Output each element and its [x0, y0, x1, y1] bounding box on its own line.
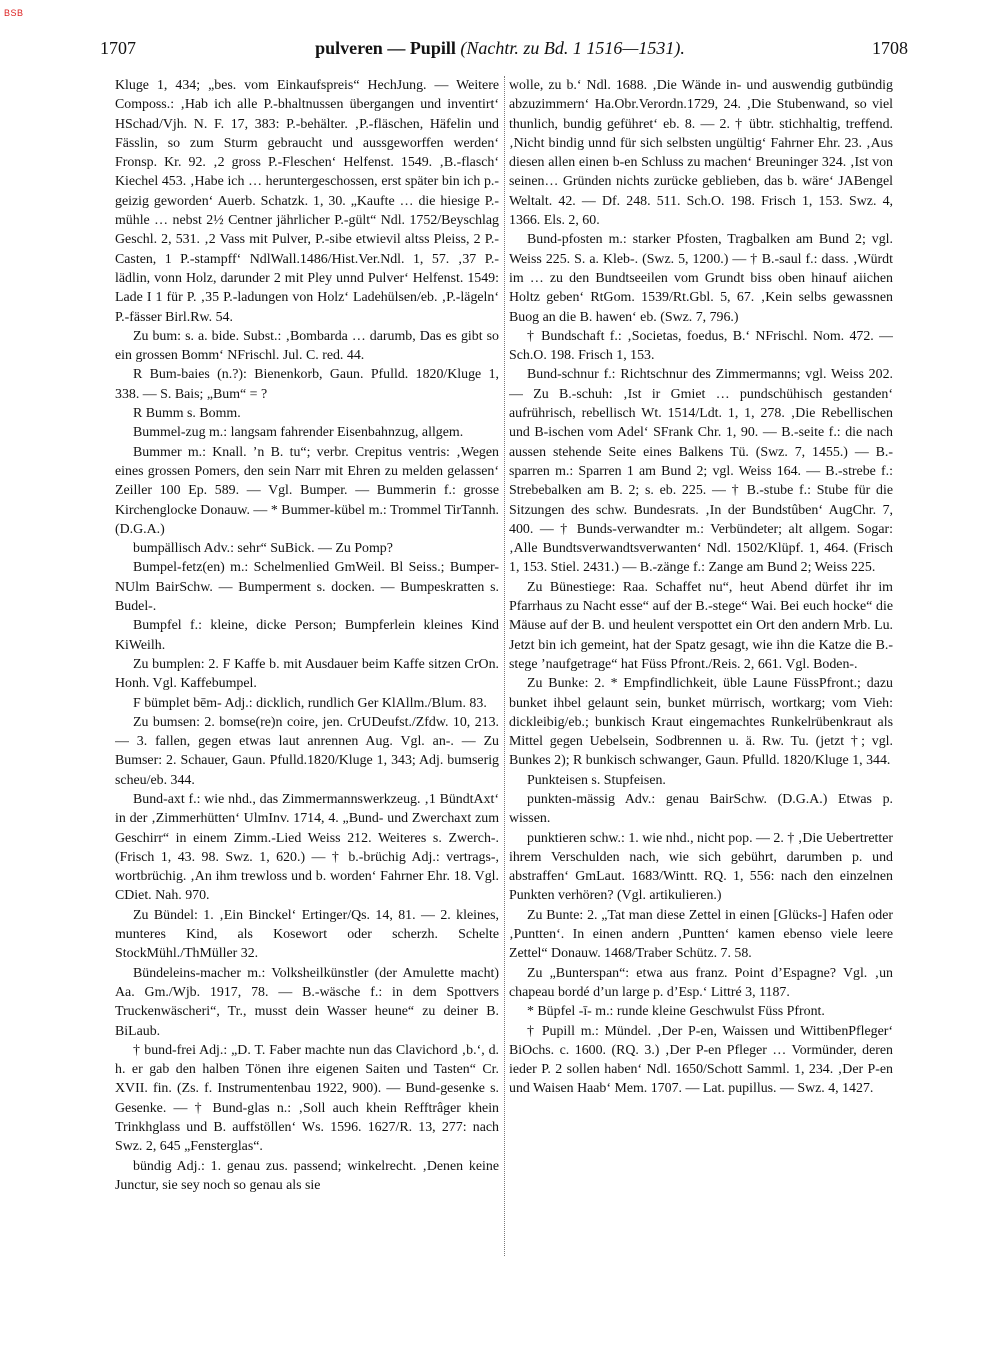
entry-paragraph: F bümplet bēm- Adj.: dicklich, rundlich Ger KlAllm./Blum. 83.	[133, 695, 487, 711]
entry-paragraph: Punkteisen s. Stupfeisen.	[527, 772, 666, 788]
entry-paragraph: R Bum-baies (n.?): Bienenkorb, Gaun. Pfulld. 1820/Kluge 1, 338. — S. Bais; „Bum“ = ?	[115, 367, 499, 402]
entry-paragraph: punktieren schw.: 1. wie nhd., nicht pop. — 2. † ‚Die Uebertretter ihrem Verschulden nach, wie sich gebührt, darumben p. und abstraffen‘ GmLaut. 1683/Wintt. RQ. 1, 556: nach den einzelnen Punkten verhören? (Vgl. artikulieren.)	[509, 830, 893, 904]
left-column	[115, 76, 499, 1336]
entry-paragraph: R Bumm s. Bomm.	[133, 406, 241, 422]
entry-paragraph: punkten-mässig Adv.: genau BairSchw. (D.G.A.) Etwas p. wissen.	[509, 791, 893, 827]
column-divider	[504, 76, 505, 1256]
entry-paragraph: Zu Bunke: 2. * Empfindlichkeit, üble Laune FüssPfront.; dazu bunket ihbel gelaunt sein, bunket mürrisch, wortkarg; vom Vieh: dickleibig/eb.; bunkisch Kraut eingemachtes Runkelrübenkraut als Mittel gegen Uebelsein, Sodbrennen u. ä. Rw. Tu. (jetzt †; vgl. Bunkes 2); R bunkisch schwanger, Gaun. Pfulld. 1820/Kluge 1, 344.	[509, 676, 893, 769]
entry-paragraph: Bummer m.: Knall. ’n B. tu“; verbr. Crepitus ventris: ‚Wegen eines grossen Pomers, den sein Narr mit Ehren zu melden gelassen‘ Zeiller 100 Ep. 589. — Vgl. Bumper. — Bummerin f.: grosse Kirchenglocke Donauw. — * Bummer-kübel m.: Trommel TirTannh. (D.G.A.)	[115, 444, 499, 537]
entry-paragraph: Zu Bündel: 1. ‚Ein Binckel‘ Ertinger/Qs. 14, 81. — 2. kleines, munteres Kind, als Kosewort oder scherzh. Schelte StockMühl./ThMüller 32.	[115, 907, 499, 962]
entry-paragraph: Kluge 1, 434; „bes. vom Einkaufspreis“ HechJung. — Weitere Composs.: ‚Hab ich alle P.-bhaltnussen übergangen und inventirt‘ HSchad/Vjh. N. F. 17, 383: P.-behälter. ‚P.-fläschen, Häfelin und Fässlin, so zum Sturm gebraucht und aussgeworffen werden‘ Fronsp. Kr. 92. ‚2 gross P.-Fleschen‘ Helfenst. 1549. ‚B.-flasch‘ Kiechel 453. ‚Habe ich … heruntergeschossen, erst später bin ich p.-geizig geworden‘ Auerb. Schatzk. 1, 30. „Kaufte … die hiesige P.-mühle … nebst 2½ Centner jährlicher P.-gült“ Ndl. 1752/Beyschlag Geschl. 2, 531. ‚2 Vass mit Pulver, P.-sibe etwievil altss Pleiss, 2 P.-Casten, 1 P.-stampff‘ NdlWall.1486/Hist.Ver.Ndl. 1, 57. ‚37 P.-lädlin, vonn Holz, darunder 2 mit Pley unnd Pulver‘ Helfenst. 1549: Lade I 1 für P. ‚35 P.-ladungen von Holz‘ Ladehülsen/eb. ‚P.-lägeln‘ P.-fässer Birl.Rw. 54.	[115, 78, 499, 325]
entry-paragraph: Bündeleins-macher m.: Volksheilkünstler (der Amulette macht) Aa. Gm./Wjb. 1917, 78. — B.-wäsche f.: in dem Spottvers Truckenwäscheri“, Tr., musst dein Wasser heune“ zu deiner B. BiLaub.	[115, 965, 499, 1039]
entry-paragraph: Zu „Bunterspan“: etwa aus franz. Point d’Espagne? Vgl. ‚un chapeau bordé d’un large p. d’Esp.‘ Littré 3, 1187.	[509, 965, 893, 1000]
entry-paragraph: bumpällisch Adv.: sehr“ SuBick. — Zu Pomp?	[133, 541, 393, 557]
entry-paragraph: Zu bum: s. a. bide. Subst.: ‚Bombarda … darumb, Das es gibt so ein grossen Bomm‘ NFrischl. Jul. C. red. 44.	[115, 328, 499, 364]
entry-paragraph: Zu bumplen: 2. F Kaffe b. mit Ausdauer beim Kaffe sitzen CrOn. Honh. Vgl. Kaffebumpel.	[115, 656, 499, 692]
entry-paragraph: Zu Bunte: 2. „Tat man diese Zettel in einen [Glücks-] Hafen oder ‚Puntten‘. In einen andern ‚Puntten‘ kamen ebenso viele leere Zettel“ Donauw. 1468/Traber Schütz. 7. 58.	[509, 907, 893, 962]
entry-paragraph: Bumpfel f.: kleine, dicke Person; Bumpferlein kleines Kind KiWeilh.	[115, 618, 499, 653]
entry-paragraph: Bumpel-fetz(en) m.: Schelmenlied GmWeil. Bl Seiss.; Bumper- NUlm BairSchw. — Bumperment s. docken. — Bumpeskratten s. Budel-.	[115, 560, 499, 615]
page-number-left: 1707	[100, 38, 136, 58]
entry-paragraph: wolle, zu b.‘ Ndl. 1688. ‚Die Wände in- und auswendig gutbündig abzuzimmern‘ Ha.Obr.Verordn.1729, 24. ‚Die Stubenwand, so viel thunlich, bundig geführet‘ eb. 8. — 2. † übtr. stichhaltig, treffend. ‚Nicht bindig unnd für sich selbsten ungültig‘ Fahrner Ehr. 23. ‚Aus diesen allen einen b-en Schluss zu machen‘ Breuninger 324. ‚Ist von seinen… Gründen nichts zurücke geblieben, das b. wäre‘ JABengel Weltalt. 42. — Df. 248. 511. Sch.O. 198. Frisch 1, 153. Swz. 4, 1366. Els. 2, 60.	[509, 78, 893, 229]
library-stamp: BSB	[4, 8, 24, 18]
entry-paragraph: Zu Bünestiege: Raa. Schaffet nu“, heut Abend dürfet ihr im Pfarrhaus zu Nacht esse“ auf der B.-stege“ Wai. Bei euch hocke“ die Mäuse auf der B. und heulent verspottet ein Ort den andern Mrb. Lu. Jetzt bin ich gemeint, hat der Spatz gesagt, wie ihn die Katze die B.-stege ’naufgetrage“ hat Füss Pfront./Reis. 2, 661. Vgl. Boden-.	[509, 579, 893, 672]
entry-paragraph: Bund-pfosten m.: starker Pfosten, Tragbalken am Bund 2; vgl. Weiss 225. S. a. Kleb-. (Swz. 5, 1200.) — † B.-saul f.: dass. ‚Würdt im … zu den Bundtseeilen vom Grundt biss oben hinauf aiichen Holtz geben‘ RtGom. 1539/Rt.Gbl. 5, 67. ‚Kein selbs gewassnen Buog an die B. hawen‘ eb. (Swz. 7, 796.)	[509, 232, 893, 325]
entry-paragraph: † bund-frei Adj.: „D. T. Faber machte nun das Clavichord ‚b.‘, d. h. er gab den halben Tönen ihre eigenen Saiten und Tasten“ Cr. XVII. fin. (Zs. f. Instrumentenbau 1922, 900). — Bund-gesenke s. Gesenke. — † Bund-glas n.: ‚Soll auch khein Refftrâger khein Trinkhglass und B. auffstöllen‘ Ws. 1596. 1627/R. 13, 277: nach Swz. 2, 645 „Fensterglas“.	[115, 1042, 499, 1155]
entry-paragraph: Bummel-zug m.: langsam fahrender Eisenbahnzug, allgem.	[133, 425, 464, 441]
running-title	[92, 38, 908, 59]
entry-paragraph: bündig Adj.: 1. genau zus. passend; winkelrecht. ‚Denen keine Junctur, sie sey noch so genau als sie	[115, 1158, 499, 1193]
right-column	[509, 76, 893, 1336]
running-title-subtitle: (Nachtr. zu Bd. 1 1516—1531).	[460, 38, 685, 58]
entry-paragraph: † Bundschaft f.: ‚Societas, foedus, B.‘ NFrischl. Nom. 472. — Sch.O. 198. Frisch 1, 153.	[509, 328, 893, 364]
entry-paragraph: Bund-axt f.: wie nhd., das Zimmermannswerkzeug. ‚1 BündtAxt‘ in der ‚Zimmerhütten‘ UlmInv. 1714, 4. „Bund- und Zwerchaxt zum Geschirr“ in einem Zimm.-Lied Weiss 212. Weiteres s. Zwerch-. (Frisch 1, 43. 98. Swz. 1, 620.) — † b.-brüchig Adj.: vertrags-, wortbrüchig. ‚An ihm trewloss und b. worden‘ Fahrner Ehr. 18. Vgl. CDiet. Nah. 970.	[115, 791, 499, 904]
entry-paragraph: * Büpfel -ī- m.: runde kleine Geschwulst Füss Pfront.	[527, 1004, 825, 1020]
page-number-right: 1708	[872, 38, 908, 58]
entry-paragraph: † Pupill m.: Mündel. ‚Der P-en, Waissen und WittibenPfleger‘ BiOchs. c. 1600. (RQ. 3.) ‚Der P-en Pfleger … Vormünder, deren ieder P. 2 sollen haben‘ Ndl. 1650/Schott Samml. 1, 234. ‚Der P-en und Waisen Haab‘ Mem. 1707. — Lat. pupillus. — Swz. 4, 1427.	[509, 1023, 893, 1097]
entry-paragraph: Zu bumsen: 2. bomse(re)n coire, jen. CrUDeufst./Zfdw. 10, 213. — 3. fallen, gegen etwas laut anrennen Aug. Vgl. an-. — Zu Bumser: 2. Schauer, Gaun. Pfulld.1820/Kluge 1, 343; Adj. bumserig scheu/eb. 344.	[115, 714, 499, 788]
page-header	[92, 38, 908, 68]
running-title-main: pulveren — Pupill	[315, 38, 456, 58]
entry-paragraph: Bund-schnur f.: Richtschnur des Zimmermanns; vgl. Weiss 202. — Zu B.-schuh: ‚Ist ir Gmiet … pundschühisch gestanden‘ aufrührisch, rebellisch Wt. 1514/Ldt. 1, 1, 278. ‚Die Rebellischen und B-ischen vom Adel‘ SFrank Chr. 1, 90. — B.-seite f.: die nach aussen stehende Seite eines Balkens Tü. (Swz. 7, 1455.) — B.-sparren m.: Sparren 1 am Bund 2; vgl. Weiss 164. — B.-strebe f.: Strebebalken am B. 2; s. eb. 225. — † B.-stube f.: Stube für die Sitzungen des schw. Bundesrats. ‚In der Bundstûben‘ AugChr. 7, 400. — † Bunds-verwandter m.: Verbündeter; alt allgem. Sogar: ‚Alle Bundtsverwandtsverwanten‘ Ndl. 1502/Klüpf. 1, 464. (Frisch 1, 153. Stiel. 2431.) — B.-zänge f.: Zange am Bund 2; Weiss 225.	[509, 367, 893, 576]
